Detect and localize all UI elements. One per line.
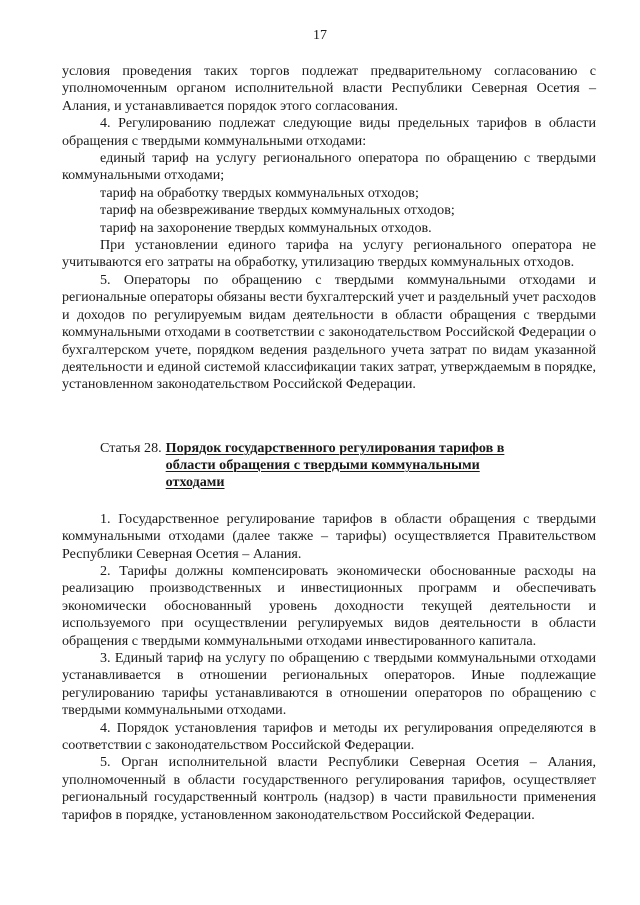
paragraph-control-authority: 5. Орган исполнительной власти Республики Северная Осетия – Алания, уполномоченный в области государственного регулирования тарифов, осуществляет региональный государственный контроль (надзор) в части правильности применения тарифов в порядке, установленном законодательством Российской Федерации. <box>62 754 596 823</box>
paragraph-accounting: 5. Операторы по обращению с твердыми коммунальными отходами и региональные операторы обязаны вести бухгалтерский учет и раздельный учет расходов и доходов по регулируемым видам деятельности в области обращения с твердыми коммунальными отходами в соответствии с законодательством Российской Федерации о бухгалтерском учете, порядком ведения раздельного учета затрат по видам указанной деятельности и единой системой классификации таких затрат, утверждаемым в порядке, установленном законодательством Российской Федерации. <box>62 271 596 393</box>
article-title-line2: области обращения с твердыми коммунальными отходами <box>165 456 480 490</box>
paragraph-tariff-compensation: 2. Тарифы должны компенсировать экономически обоснованные расходы на реализацию производственных и инвестиционных программ и обеспечивать экономически обоснованный уровень доходности текущей деятельности и используемого при осуществлении регулируемых видов деятельности в области обращения с твердыми коммунальными отходами инвестированного капитала. <box>62 562 596 649</box>
list-item-unified-tariff: единый тариф на услугу регионального оператора по обращению с твердыми коммунальными отходами; <box>62 150 596 184</box>
page-number: 17 <box>313 28 327 43</box>
paragraph-unified-tariff-costs: При установлении единого тарифа на услугу регионального оператора не учитываются его затраты на обработку, утилизацию твердых коммунальных отходов. <box>62 237 596 271</box>
article-heading <box>62 440 596 491</box>
document-body <box>62 63 596 824</box>
article-title-line1: Порядок государственного регулирования тарифов в <box>165 439 505 456</box>
list-item-processing-tariff: тариф на обработку твердых коммунальных отходов; <box>100 184 419 201</box>
article-title <box>166 440 506 491</box>
paragraph-tariff-types: 4. Регулированию подлежат следующие виды предельных тарифов в области обращения с твердыми коммунальными отходами: <box>62 115 596 149</box>
article-label: Статья 28. <box>100 439 162 456</box>
paragraph-tariff-methods: 4. Порядок установления тарифов и методы их регулирования определяются в соответствии с законодательством Российской Федерации. <box>62 719 596 753</box>
list-item-neutralization-tariff: тариф на обезвреживание твердых коммунальных отходов; <box>100 202 455 219</box>
paragraph-state-regulation: 1. Государственное регулирование тарифов в области обращения с твердыми коммунальными отходами (далее также – тарифы) осуществляется Правительством Республики Северная Осетия – Алания. <box>62 510 596 562</box>
paragraph-unified-tariff-operators: 3. Единый тариф на услугу по обращению с твердыми коммунальными отходами устанавливается в отношении региональных операторов. Иные подлежащие регулированию тарифы устанавливаются в отношении операторов по обращению с твердыми коммунальными отходами. <box>62 649 596 719</box>
list-item-burial-tariff: тариф на захоронение твердых коммунальных отходов. <box>100 219 432 236</box>
paragraph-approval-conditions: условия проведения таких торгов подлежат предварительному согласованию с уполномоченным органом исполнительной власти Республики Северная Осетия – Алания, и устанавливается порядок этого согласования. <box>62 63 596 114</box>
